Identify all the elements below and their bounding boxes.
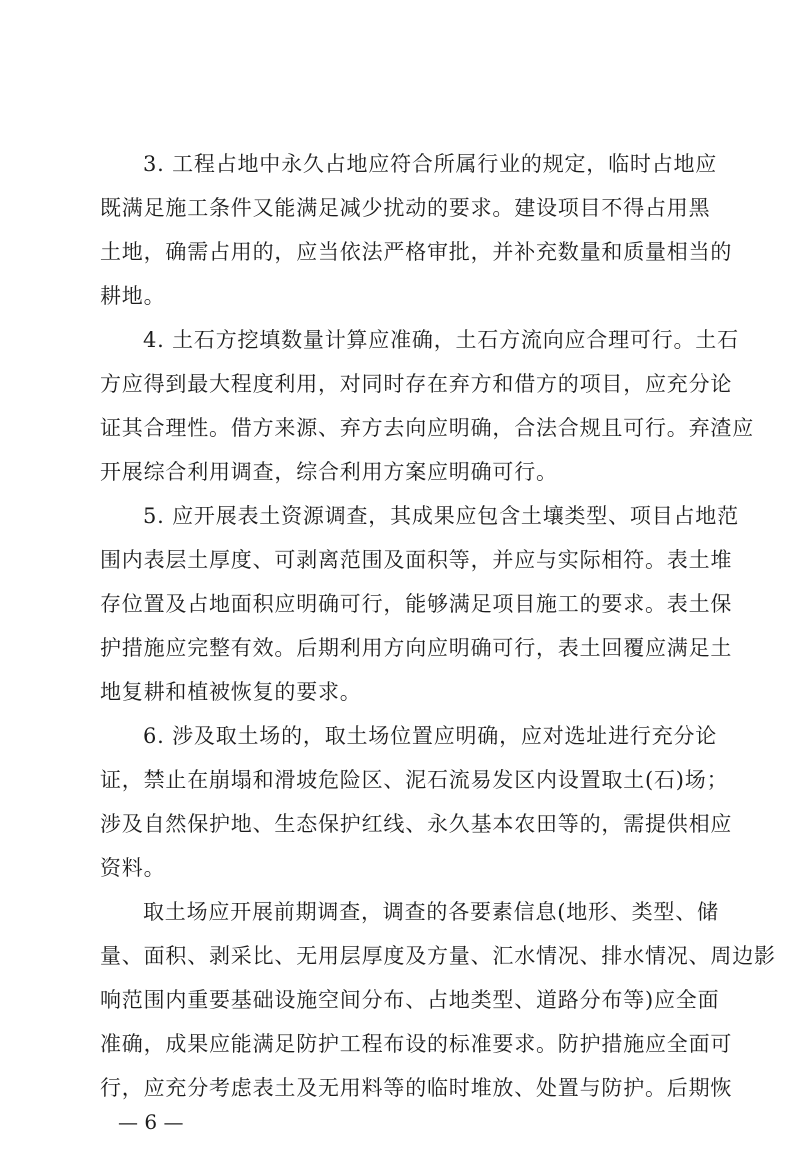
- para-5-line-1: 5. 应开展表土资源调查，其成果应包含土壤类型、项目占地范: [143, 504, 739, 528]
- para-7-line-1: 取土场应开展前期调查，调查的各要素信息(地形、类型、储: [143, 900, 719, 924]
- para-4-line-2: 方应得到最大程度利用，对同时存在弃方和借方的项目，应充分论: [100, 372, 733, 396]
- para-7-line-4: 准确，成果应能满足防护工程布设的标准要求。防护措施应全面可: [100, 1032, 733, 1056]
- para-3-line-1: 3. 工程占地中永久占地应符合所属行业的规定，临时占地应: [143, 152, 718, 176]
- para-3-line-4: 耕地。: [100, 284, 166, 308]
- page-number: — 6 —: [118, 1110, 184, 1134]
- para-3-line-3: 土地，确需占用的，应当依法严格审批，并补充数量和质量相当的: [100, 240, 733, 264]
- para-3-line-2: 既满足施工条件又能满足减少扰动的要求。建设项目不得占用黑: [100, 196, 711, 220]
- para-7-line-5: 行，应充分考虑表土及无用料等的临时堆放、处置与防护。后期恢: [100, 1076, 733, 1100]
- para-6-line-2: 证，禁止在崩塌和滑坡危险区、泥石流易发区内设置取土(石)场；: [100, 768, 729, 792]
- para-6-line-3: 涉及自然保护地、生态保护红线、永久基本农田等的，需提供相应: [100, 812, 733, 836]
- para-5-line-4: 护措施应完整有效。后期利用方向应明确可行，表土回覆应满足土: [100, 636, 733, 660]
- para-5-line-3: 存位置及占地面积应明确可行，能够满足项目施工的要求。表土保: [100, 592, 733, 616]
- para-7-line-2: 量、面积、剥采比、无用层厚度及方量、汇水情况、排水情况、周边影: [100, 944, 776, 968]
- para-6-line-1: 6. 涉及取土场的，取土场位置应明确，应对选址进行充分论: [143, 724, 718, 748]
- para-4-line-4: 开展综合利用调查，综合利用方案应明确可行。: [100, 460, 558, 484]
- para-6-line-4: 资料。: [100, 856, 166, 880]
- para-5-line-5: 地复耕和植被恢复的要求。: [100, 680, 362, 704]
- para-4-line-3: 证其合理性。借方来源、弃方去向应明确，合法合规且可行。弃渣应: [100, 416, 754, 440]
- para-5-line-2: 围内表层土厚度、可剥离范围及面积等，并应与实际相符。表土堆: [100, 548, 733, 572]
- para-4-line-1: 4. 土石方挖填数量计算应准确，土石方流向应合理可行。土石: [143, 328, 739, 352]
- para-7-line-3: 响范围内重要基础设施空间分布、占地类型、道路分布等)应全面: [100, 988, 720, 1012]
